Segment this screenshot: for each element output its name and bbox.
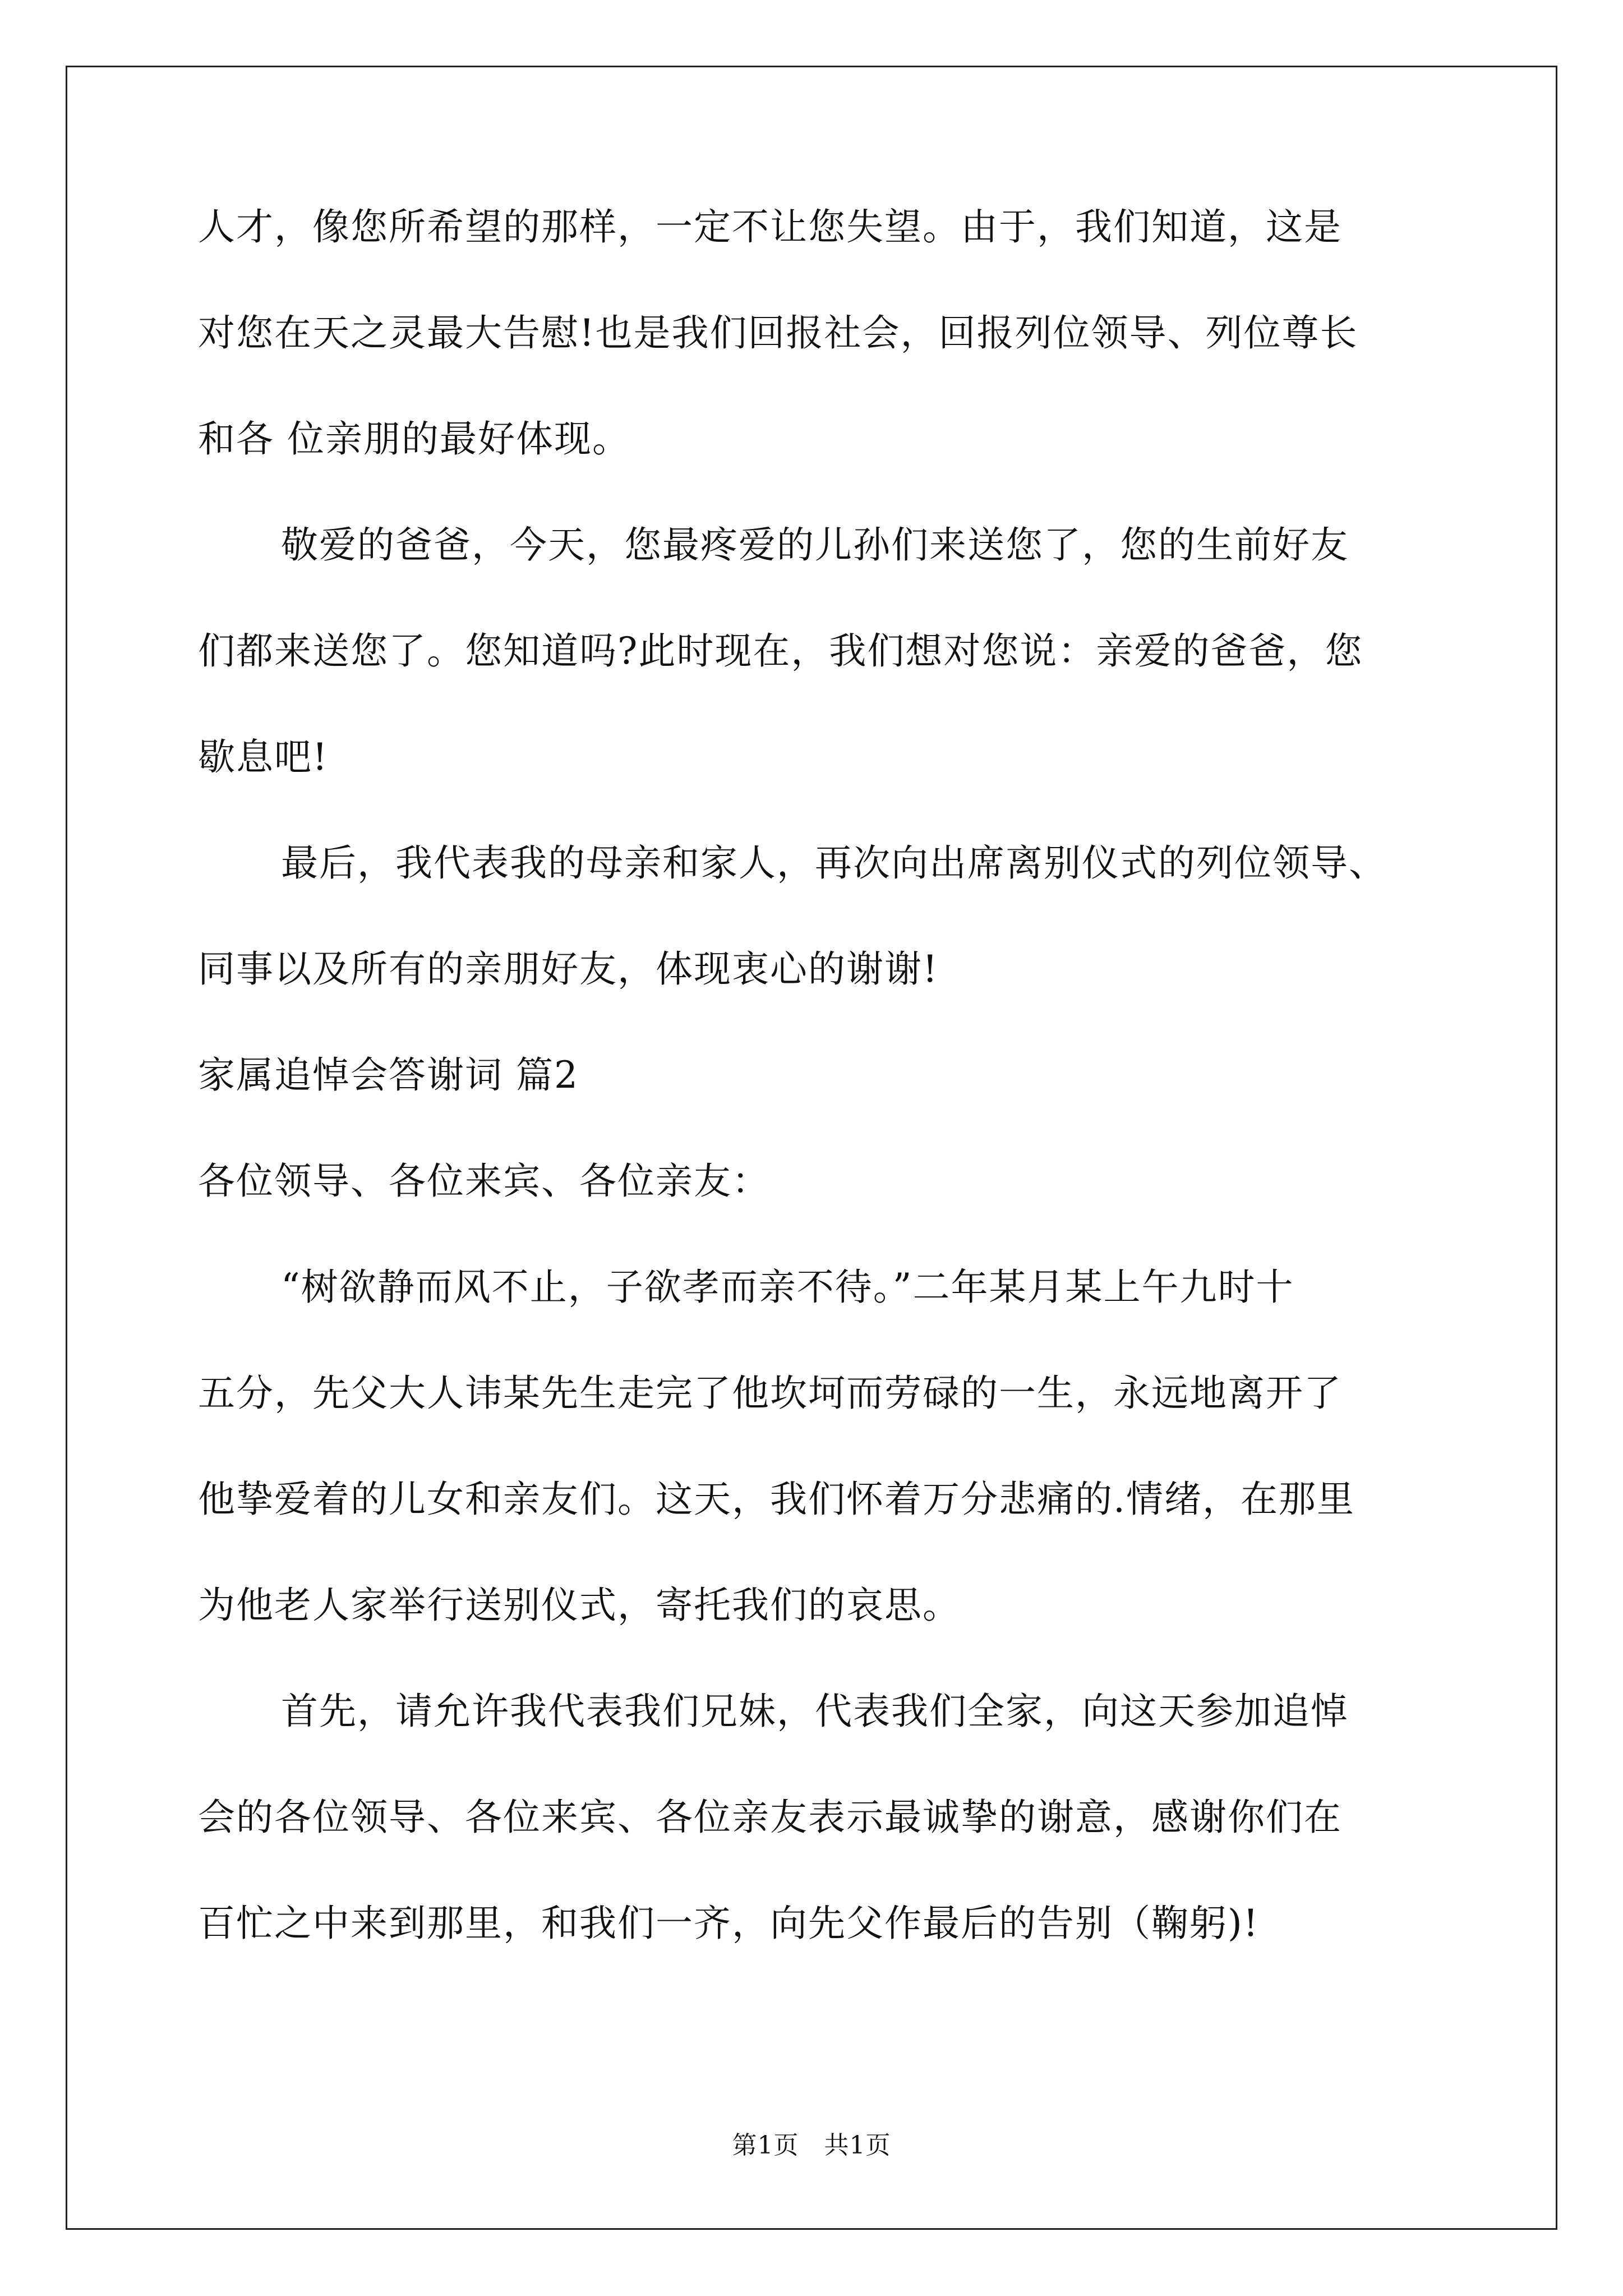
paragraph-start-line: “树欲静而风不止，子欲孝而亲不待。”二年某月某上午九时十 (281, 1266, 1294, 1309)
text-line: 五分，先父大人讳某先生走完了他坎坷而劳碌的一生，永远地离开了 (198, 1372, 1342, 1415)
salutation-line: 各位领导、各位来宾、各位亲友： (198, 1159, 770, 1203)
text-line: 们都来送您了。您知道吗?此时现在，我们想对您说：亲爱的爸爸，您 (198, 629, 1363, 673)
page-footer: 第1页 共1页 (732, 2131, 891, 2160)
text-line: 对您在天之灵最大告慰!也是我们回报社会，回报列位领导、列位尊长 (198, 311, 1358, 355)
text-line: 他挚爱着的儿女和亲友们。这天，我们怀着万分悲痛的.情绪，在那里 (198, 1478, 1355, 1521)
text-line: 百忙之中来到那里，和我们一齐，向先父作最后的告别（鞠躬)! (198, 1902, 1260, 1945)
text-line: 同事以及所有的亲朋好友，体现衷心的谢谢! (198, 947, 939, 991)
paragraph-start-line: 敬爱的爸爸，今天，您最疼爱的儿孙们来送您了，您的生前好友 (281, 523, 1349, 567)
section-heading: 家属追悼会答谢词 篇2 (198, 1053, 579, 1097)
text-line: 歇息吧! (198, 735, 329, 779)
paragraph-start-line: 首先，请允许我代表我们兄妹，代表我们全家，向这天参加追悼 (281, 1690, 1349, 1733)
text-line: 人才，像您所希望的那样，一定不让您失望。由于，我们知道，这是 (198, 205, 1342, 249)
paragraph-start-line: 最后，我代表我的母亲和家人，再次向出席离别仪式的列位领导、 (281, 841, 1387, 885)
text-line: 和各 位亲朋的最好体现。 (198, 417, 630, 461)
text-line: 会的各位领导、各位来宾、各位亲友表示最诚挚的谢意，感谢你们在 (198, 1796, 1342, 1839)
text-line: 为他老人家举行送别仪式，寄托我们的哀思。 (198, 1584, 961, 1627)
